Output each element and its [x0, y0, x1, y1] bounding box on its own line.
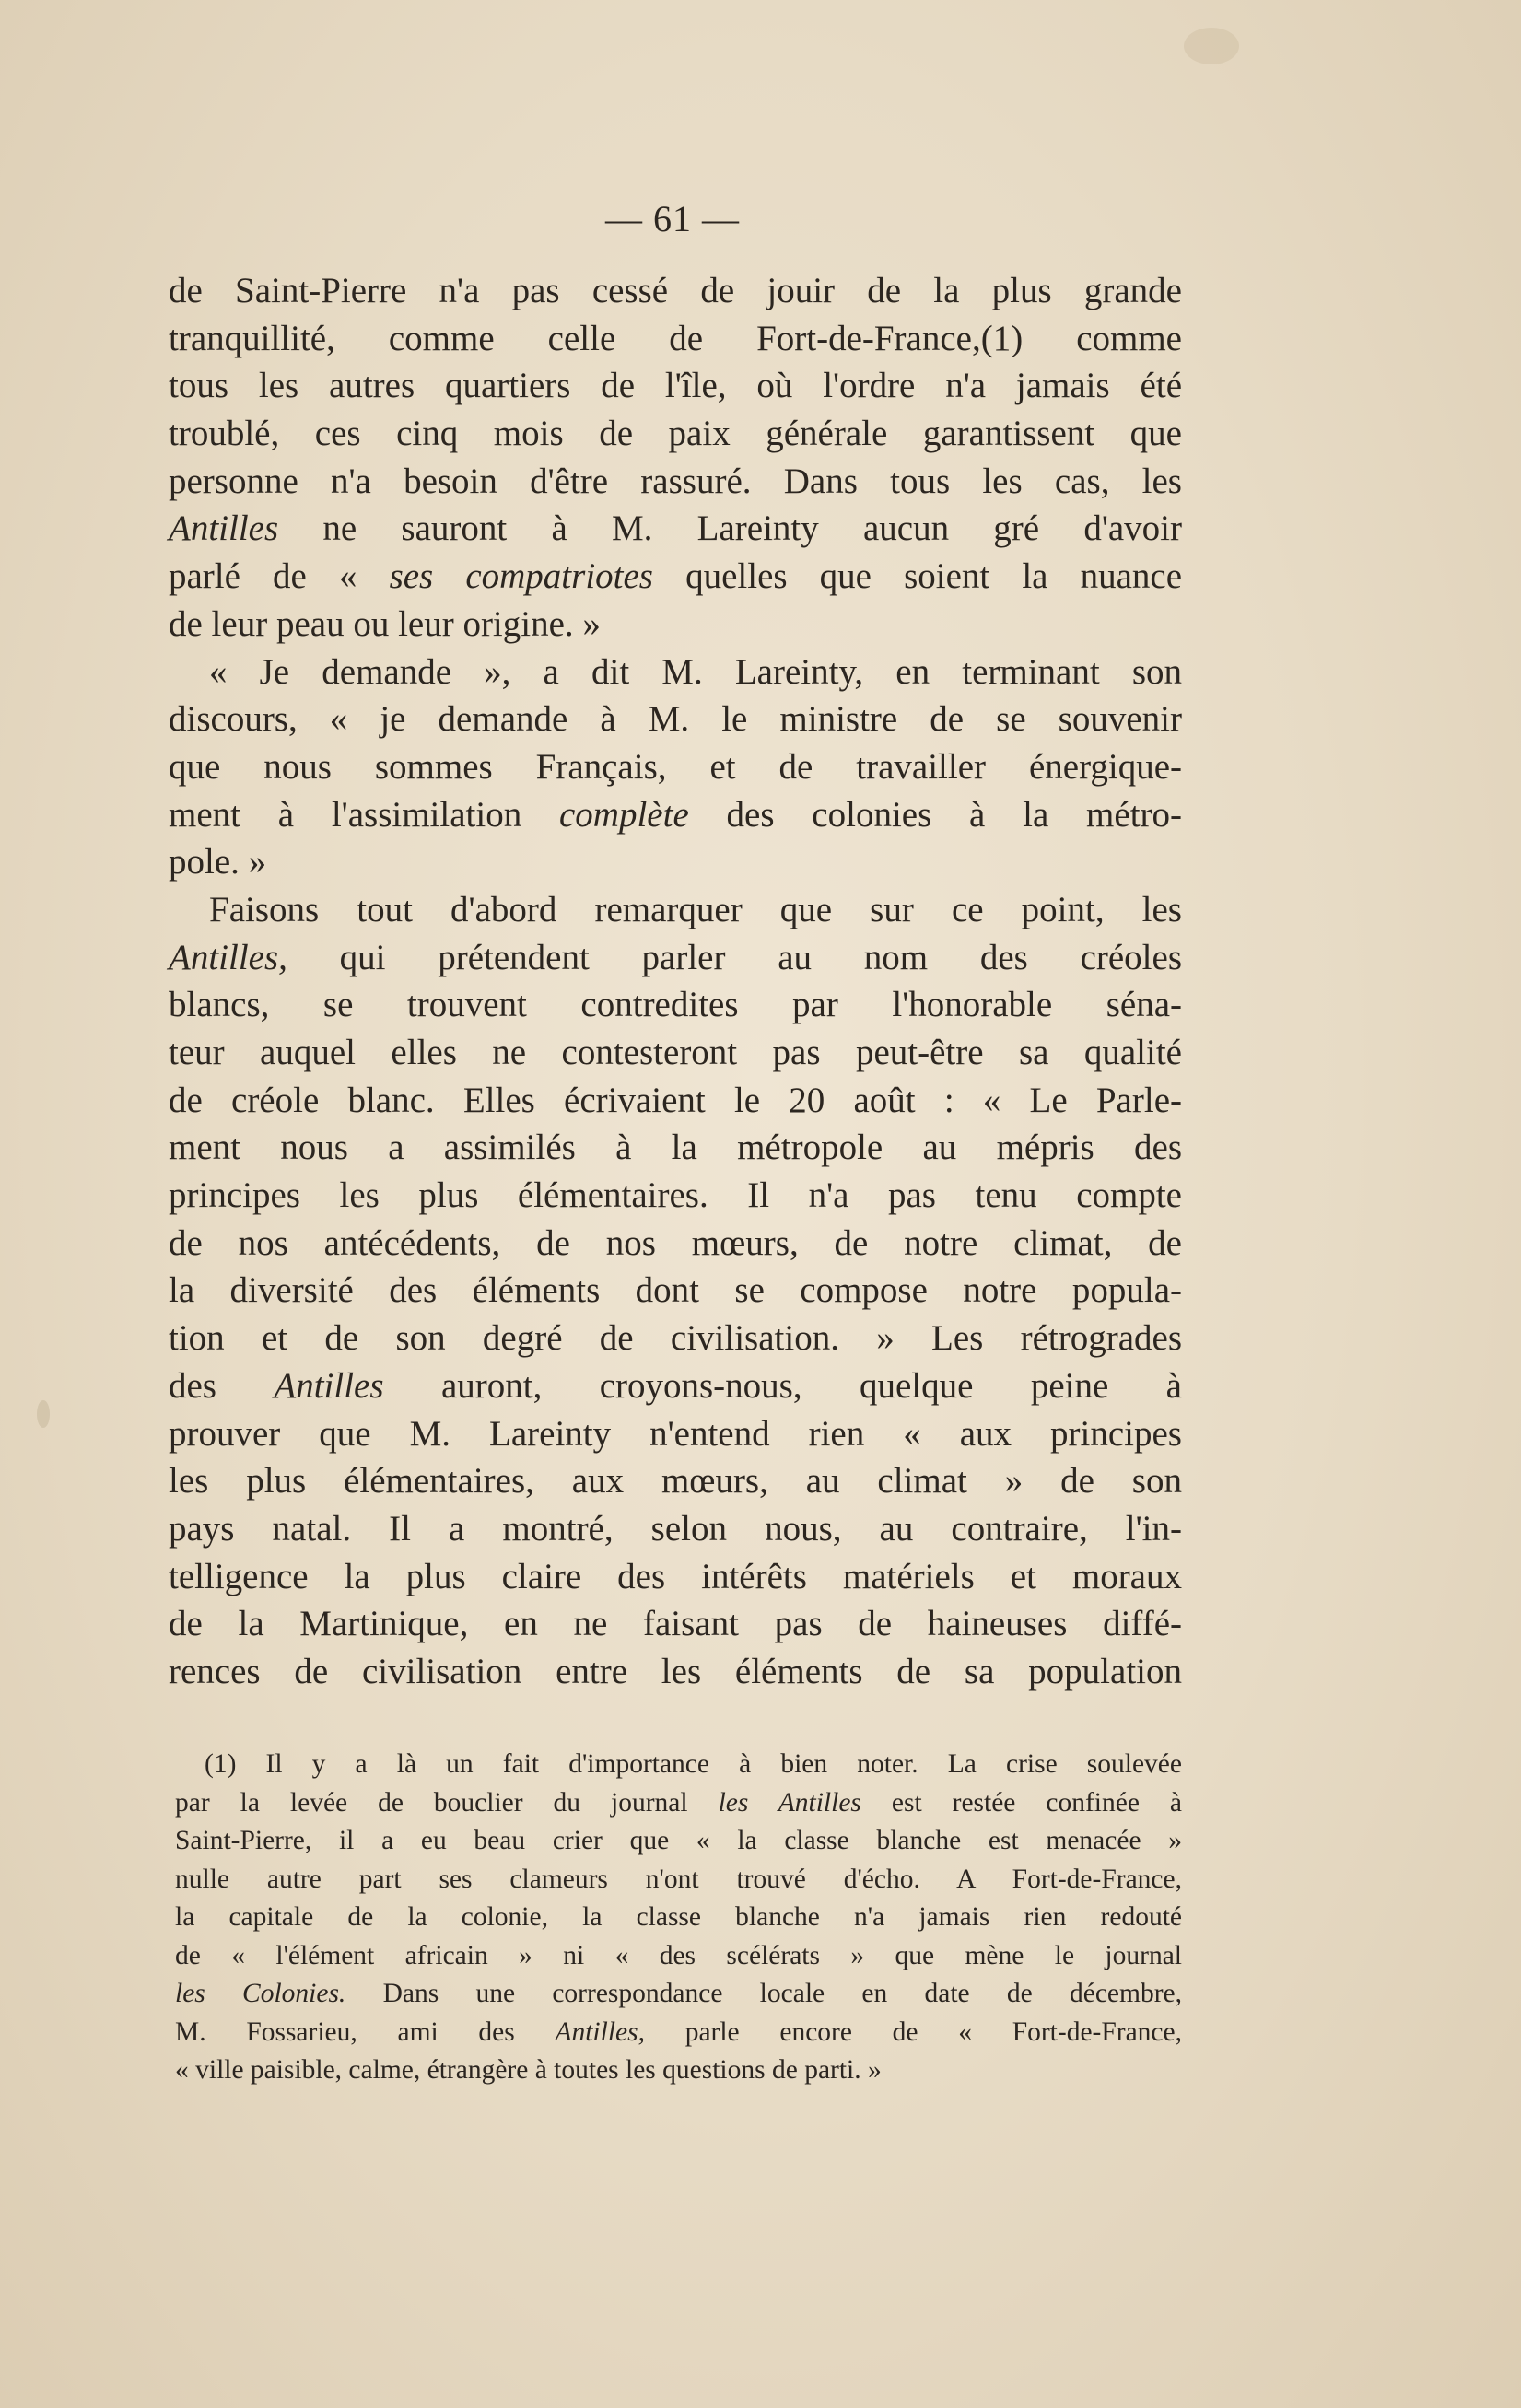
body-line: [169, 315, 1182, 363]
italic-text: Antilles,: [169, 937, 287, 977]
text-run: des: [169, 1365, 275, 1406]
body-line: [169, 1172, 1182, 1220]
text-run: de nos antécédents, de nos mœurs, de notre climat, de: [169, 1222, 1182, 1263]
text-run: rences de civilisation entre les éléments de sa population: [169, 1651, 1182, 1691]
text-run: Faisons tout d'abord remarquer que sur ce point, les: [209, 889, 1182, 929]
body-line: [169, 601, 1182, 649]
text-run: Dans une correspondance locale en date de décembre,: [345, 1979, 1183, 2008]
text-run: est restée confinée à: [860, 1787, 1182, 1818]
italic-text: Antilles: [274, 1365, 384, 1406]
text-run: tous les autres quartiers de l'île, où l'ordre n'a jamais été: [169, 366, 1182, 406]
body-text: [169, 267, 1182, 1696]
body-line: [169, 1600, 1182, 1648]
footnote-line: [175, 1746, 1182, 1784]
body-line: [169, 267, 1182, 315]
text-run: discours, « je demande à M. le ministre de se souvenir: [169, 699, 1182, 740]
text-run: nulle autre part ses clameurs n'ont trouvé d'écho. A Fort-de-France,: [175, 1864, 1182, 1894]
text-run: blancs, se trouvent contredites par l'honorable séna-: [169, 985, 1182, 1025]
footnotes: [175, 1746, 1182, 2090]
text-run: ment à l'assimilation: [169, 794, 559, 835]
text-run: par la levée de bouclier du journal: [175, 1787, 719, 1818]
body-line: [169, 1505, 1182, 1553]
text-run: des colonies à la métro-: [688, 794, 1183, 835]
text-run: de leur peau ou leur origine. »: [169, 603, 601, 644]
text-run: pole. »: [169, 842, 267, 883]
text-run: pays natal. Il a montré, selon nous, au contraire, l'in-: [169, 1508, 1182, 1549]
body-line: [169, 981, 1182, 1029]
italic-text: ses compatriotes: [389, 556, 653, 597]
text-run: M. Fossarieu, ami des: [175, 2016, 556, 2047]
text-run: (1) Il y a là un fait d'importance à bien noter. La crise soulevée: [205, 1749, 1182, 1779]
body-line: [169, 791, 1182, 839]
body-line: [169, 1648, 1182, 1696]
italic-text: Antilles,: [555, 2016, 645, 2047]
text-run: ment nous a assimilés à la métropole au mépris des: [169, 1128, 1182, 1168]
body-line: [169, 1315, 1182, 1362]
body-line: [169, 743, 1182, 791]
body-line: [169, 1029, 1182, 1077]
footnote-line: [175, 2051, 1182, 2090]
text-run: de créole blanc. Elles écrivaient le 20 août : « Le Parle-: [169, 1080, 1182, 1120]
text-run: tranquillité, comme celle de Fort-de-France,(1) comme: [169, 318, 1182, 358]
text-run: teur auquel elles ne contesteront pas peut-être sa qualité: [169, 1033, 1182, 1072]
body-line: [169, 410, 1182, 458]
text-run: telligence la plus claire des intérêts matériels et moraux: [169, 1556, 1182, 1596]
text-run: de Saint-Pierre n'a pas cessé de jouir de la plus grande: [169, 271, 1182, 310]
text-run: prouver que M. Lareinty n'entend rien « aux principes: [169, 1413, 1182, 1454]
text-run: parle encore de « Fort-de-France,: [644, 2016, 1182, 2047]
body-line: [169, 362, 1182, 410]
text-run: « ville paisible, calme, étrangère à toutes les questions de parti. »: [175, 2055, 882, 2085]
footnote-line: [175, 1861, 1182, 1900]
body-line: [169, 1220, 1182, 1268]
body-line: [169, 649, 1182, 696]
body-line: [169, 1553, 1182, 1601]
body-line: [169, 934, 1182, 982]
body-line: [169, 1124, 1182, 1172]
italic-text: les Colonies.: [175, 1979, 346, 2008]
footnote-line: [175, 2014, 1182, 2052]
text-run: personne n'a besoin d'être rassuré. Dans tous les cas, les: [169, 461, 1182, 501]
text-run: de « l'élément africain » ni « des scélérats » que mène le journal: [175, 1940, 1182, 1970]
italic-text: les Antilles: [718, 1787, 861, 1818]
body-line: [169, 838, 1182, 886]
body-line: [169, 886, 1182, 934]
body-line: [169, 1410, 1182, 1458]
text-run: Saint-Pierre, il a eu beau crier que « la classe blanche est menacée »: [175, 1826, 1182, 1855]
text-run: auront, croyons-nous, quelque peine à: [383, 1365, 1182, 1406]
body-line: [169, 1267, 1182, 1315]
body-line: [169, 696, 1182, 743]
body-line: [169, 505, 1182, 553]
paper-stain: [1184, 28, 1239, 64]
text-run: principes les plus élémentaires. Il n'a pas tenu compte: [169, 1175, 1182, 1216]
text-run: les plus élémentaires, aux mœurs, au climat » de son: [169, 1461, 1182, 1502]
text-run: tion et de son degré de civilisation. » Les rétrogrades: [169, 1318, 1182, 1359]
body-line: [169, 458, 1182, 506]
text-run: quelles que soient la nuance: [652, 556, 1183, 597]
page-number: — 61 —: [605, 198, 740, 240]
footnote-line: [175, 1822, 1182, 1861]
body-line: [169, 1362, 1182, 1410]
text-run: qui prétendent parler au nom des créoles: [287, 937, 1182, 977]
text-run: la capitale de la colonie, la classe blanche n'a jamais rien redouté: [175, 1902, 1182, 1932]
text-run: que nous sommes Français, et de travailler énergique-: [169, 746, 1182, 787]
italic-text: complète: [558, 794, 689, 835]
body-line: [169, 553, 1182, 601]
text-run: parlé de «: [169, 556, 390, 597]
body-line: [169, 1457, 1182, 1505]
italic-text: Antilles: [169, 508, 279, 549]
footnote-line: [175, 1975, 1182, 2014]
footnote-line: [175, 1937, 1182, 1976]
footnote-line: [175, 1899, 1182, 1937]
text-run: la diversité des éléments dont se compose notre popula-: [169, 1270, 1182, 1311]
text-run: « Je demande », a dit M. Lareinty, en terminant son: [209, 651, 1182, 692]
body-line: [169, 1077, 1182, 1125]
text-run: de la Martinique, en ne faisant pas de haineuses diffé-: [169, 1604, 1182, 1644]
paper-stain: [37, 1400, 50, 1428]
footnote-line: [175, 1784, 1182, 1823]
text-run: troublé, ces cinq mois de paix générale garantissent que: [169, 414, 1182, 454]
text-run: ne sauront à M. Lareinty aucun gré d'avoir: [278, 508, 1182, 549]
